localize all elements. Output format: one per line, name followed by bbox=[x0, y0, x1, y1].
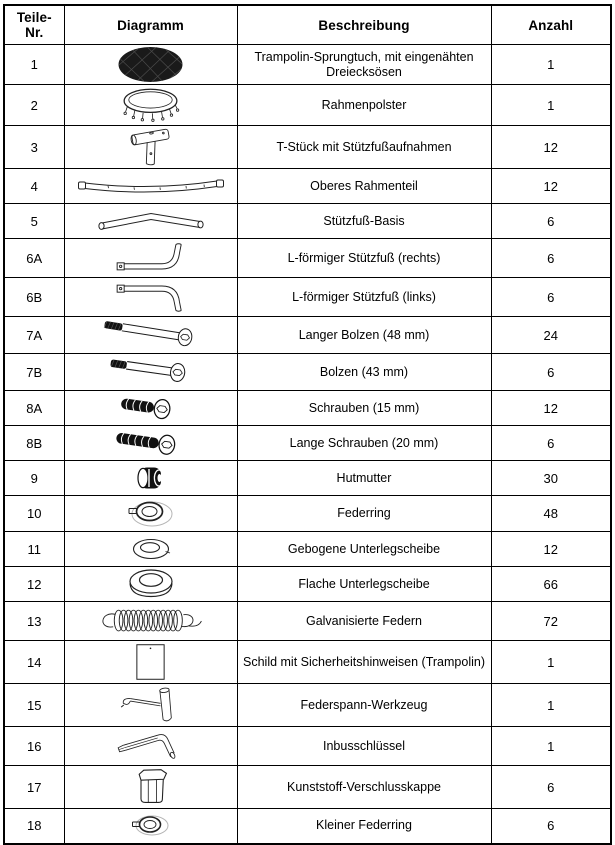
part-description-cell: Lange Schrauben (20 mm) bbox=[237, 426, 491, 461]
table-row bbox=[4, 126, 611, 169]
part-diagram-cell bbox=[64, 727, 237, 766]
part-description-cell: Oberes Rahmenteil bbox=[237, 169, 491, 204]
part-description-cell: Trampolin-Sprungtuch, mit eingenähten Dreiecksösen bbox=[237, 45, 491, 85]
table-row bbox=[4, 239, 611, 278]
table-row bbox=[4, 317, 611, 354]
part-quantity-cell: 12 bbox=[491, 391, 611, 426]
column-header-quantity: Anzahl bbox=[491, 5, 611, 45]
part-number-cell: 9 bbox=[4, 461, 64, 496]
screw-icon bbox=[67, 392, 235, 424]
part-diagram-cell bbox=[64, 317, 237, 354]
part-number-cell: 2 bbox=[4, 85, 64, 126]
table-row bbox=[4, 641, 611, 684]
part-number-cell: 8B bbox=[4, 426, 64, 461]
part-quantity-cell: 6 bbox=[491, 809, 611, 844]
part-diagram-cell bbox=[64, 532, 237, 567]
part-quantity-cell: 6 bbox=[491, 426, 611, 461]
part-description-cell: Federring bbox=[237, 496, 491, 532]
parts-table-body bbox=[4, 45, 611, 844]
l-leg-right-icon bbox=[67, 240, 235, 276]
table-row bbox=[4, 532, 611, 567]
part-quantity-cell: 1 bbox=[491, 85, 611, 126]
part-description-cell: Bolzen (43 mm) bbox=[237, 354, 491, 391]
column-header-description: Beschreibung bbox=[237, 5, 491, 45]
part-number-cell: 13 bbox=[4, 602, 64, 641]
table-row bbox=[4, 354, 611, 391]
long-bolt-icon bbox=[67, 318, 235, 352]
part-number-cell: 5 bbox=[4, 204, 64, 239]
t-joint-icon bbox=[67, 127, 235, 167]
top-rail-icon bbox=[67, 176, 235, 197]
part-diagram-cell bbox=[64, 641, 237, 684]
part-number-cell: 6A bbox=[4, 239, 64, 278]
part-description-cell: Flache Unterlegscheibe bbox=[237, 567, 491, 602]
frame-pad-icon bbox=[67, 86, 235, 124]
part-diagram-cell bbox=[64, 461, 237, 496]
part-diagram-cell bbox=[64, 354, 237, 391]
part-description-cell: Schild mit Sicherheitshinweisen (Trampolin) bbox=[237, 641, 491, 684]
part-quantity-cell: 1 bbox=[491, 641, 611, 684]
table-row bbox=[4, 684, 611, 727]
part-quantity-cell: 6 bbox=[491, 766, 611, 809]
part-description-cell: Inbusschlüssel bbox=[237, 727, 491, 766]
part-quantity-cell: 48 bbox=[491, 496, 611, 532]
part-description-cell: Rahmenpolster bbox=[237, 85, 491, 126]
part-description-cell: Hutmutter bbox=[237, 461, 491, 496]
part-quantity-cell: 1 bbox=[491, 45, 611, 85]
part-number-cell: 3 bbox=[4, 126, 64, 169]
table-row bbox=[4, 602, 611, 641]
part-quantity-cell: 1 bbox=[491, 727, 611, 766]
part-number-cell: 6B bbox=[4, 278, 64, 317]
header-row bbox=[4, 5, 611, 45]
part-diagram-cell bbox=[64, 239, 237, 278]
part-quantity-cell: 6 bbox=[491, 354, 611, 391]
curved-washer-icon bbox=[67, 537, 235, 561]
part-diagram-cell bbox=[64, 126, 237, 169]
spring-tool-icon bbox=[67, 685, 235, 725]
part-quantity-cell: 66 bbox=[491, 567, 611, 602]
part-description-cell: Schrauben (15 mm) bbox=[237, 391, 491, 426]
table-row bbox=[4, 169, 611, 204]
part-quantity-cell: 6 bbox=[491, 204, 611, 239]
part-quantity-cell: 6 bbox=[491, 278, 611, 317]
part-number-cell: 18 bbox=[4, 809, 64, 844]
part-number-cell: 7A bbox=[4, 317, 64, 354]
table-row bbox=[4, 85, 611, 126]
part-diagram-cell bbox=[64, 45, 237, 85]
part-diagram-cell bbox=[64, 809, 237, 844]
part-quantity-cell: 30 bbox=[491, 461, 611, 496]
part-description-cell: L-förmiger Stützfuß (rechts) bbox=[237, 239, 491, 278]
table-row bbox=[4, 727, 611, 766]
table-row bbox=[4, 391, 611, 426]
part-diagram-cell bbox=[64, 204, 237, 239]
cap-nut-icon bbox=[67, 464, 235, 492]
part-quantity-cell: 1 bbox=[491, 684, 611, 727]
table-row bbox=[4, 809, 611, 844]
table-row bbox=[4, 766, 611, 809]
part-number-cell: 15 bbox=[4, 684, 64, 727]
part-diagram-cell bbox=[64, 426, 237, 461]
table-row bbox=[4, 567, 611, 602]
part-number-cell: 10 bbox=[4, 496, 64, 532]
flat-washer-icon bbox=[67, 568, 235, 600]
table-row bbox=[4, 426, 611, 461]
part-quantity-cell: 12 bbox=[491, 169, 611, 204]
part-description-cell: Kleiner Federring bbox=[237, 809, 491, 844]
part-description-cell: Gebogene Unterlegscheibe bbox=[237, 532, 491, 567]
part-quantity-cell: 6 bbox=[491, 239, 611, 278]
table-row bbox=[4, 45, 611, 85]
part-diagram-cell bbox=[64, 766, 237, 809]
part-number-cell: 11 bbox=[4, 532, 64, 567]
bolt-icon bbox=[67, 355, 235, 389]
part-diagram-cell bbox=[64, 602, 237, 641]
part-number-cell: 8A bbox=[4, 391, 64, 426]
table-row bbox=[4, 278, 611, 317]
part-number-cell: 14 bbox=[4, 641, 64, 684]
leg-base-icon bbox=[67, 208, 235, 235]
l-leg-left-icon bbox=[67, 279, 235, 315]
part-description-cell: L-förmiger Stützfuß (links) bbox=[237, 278, 491, 317]
safety-label-icon bbox=[67, 642, 235, 682]
part-diagram-cell bbox=[64, 391, 237, 426]
part-diagram-cell bbox=[64, 169, 237, 204]
column-header-diagram: Diagramm bbox=[64, 5, 237, 45]
part-diagram-cell bbox=[64, 496, 237, 532]
part-number-cell: 16 bbox=[4, 727, 64, 766]
part-number-cell: 17 bbox=[4, 766, 64, 809]
jumping-mat-icon bbox=[67, 46, 235, 83]
part-quantity-cell: 12 bbox=[491, 126, 611, 169]
part-description-cell: Stützfuß-Basis bbox=[237, 204, 491, 239]
table-row bbox=[4, 204, 611, 239]
column-header-part-no: Teile-Nr. bbox=[4, 5, 64, 45]
part-number-cell: 12 bbox=[4, 567, 64, 602]
end-cap-icon bbox=[67, 767, 235, 807]
part-description-cell: Galvanisierte Federn bbox=[237, 602, 491, 641]
table-row bbox=[4, 461, 611, 496]
part-quantity-cell: 72 bbox=[491, 602, 611, 641]
part-quantity-cell: 24 bbox=[491, 317, 611, 354]
part-description-cell: Langer Bolzen (48 mm) bbox=[237, 317, 491, 354]
part-description-cell: Federspann-Werkzeug bbox=[237, 684, 491, 727]
part-number-cell: 4 bbox=[4, 169, 64, 204]
part-description-cell: T-Stück mit Stützfußaufnahmen bbox=[237, 126, 491, 169]
table-row bbox=[4, 496, 611, 532]
part-quantity-cell: 12 bbox=[491, 532, 611, 567]
long-screw-icon bbox=[67, 427, 235, 459]
spring-icon bbox=[67, 603, 235, 639]
parts-table bbox=[3, 4, 612, 845]
part-diagram-cell bbox=[64, 278, 237, 317]
allen-key-icon bbox=[67, 728, 235, 764]
part-diagram-cell bbox=[64, 567, 237, 602]
part-number-cell: 7B bbox=[4, 354, 64, 391]
spring-washer-icon bbox=[67, 497, 235, 530]
part-diagram-cell bbox=[64, 85, 237, 126]
part-number-cell: 1 bbox=[4, 45, 64, 85]
part-description-cell: Kunststoff-Verschlusskappe bbox=[237, 766, 491, 809]
part-diagram-cell bbox=[64, 684, 237, 727]
